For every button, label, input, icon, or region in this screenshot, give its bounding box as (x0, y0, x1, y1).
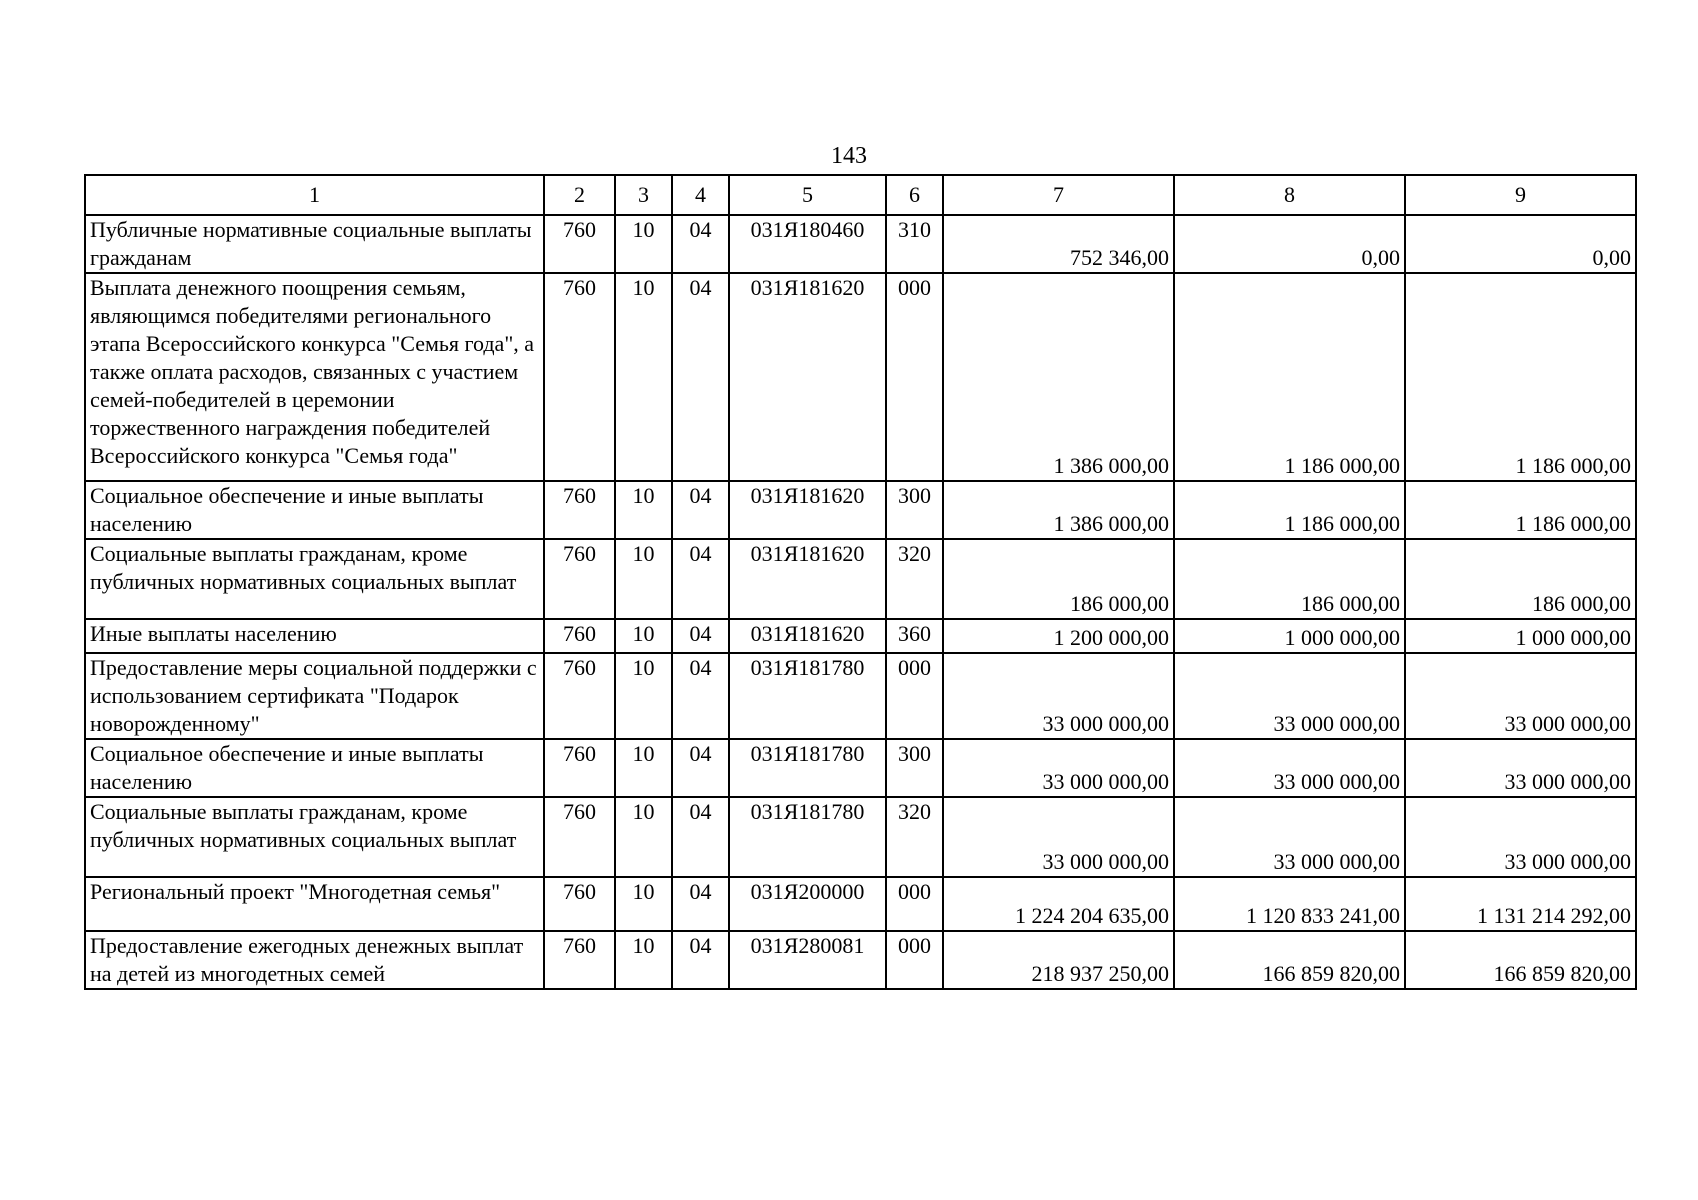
code-cell: 000 (886, 931, 943, 989)
amount-cell: 33 000 000,00 (943, 653, 1174, 739)
code-cell: 04 (672, 739, 729, 797)
header-row (85, 175, 1636, 215)
code-cell: 760 (544, 273, 615, 481)
code-cell: 360 (886, 619, 943, 653)
code-cell: 760 (544, 215, 615, 273)
amount-cell: 1 186 000,00 (1174, 481, 1405, 539)
code-cell: 760 (544, 931, 615, 989)
amount-cell: 33 000 000,00 (1174, 739, 1405, 797)
header-cell: 9 (1405, 175, 1636, 215)
amount-cell: 1 200 000,00 (943, 619, 1174, 653)
header-cell: 1 (85, 175, 544, 215)
amount-cell: 166 859 820,00 (1174, 931, 1405, 989)
amount-cell: 1 120 833 241,00 (1174, 877, 1405, 931)
row-name-cell: Социальные выплаты гражданам, кроме публичных нормативных социальных выплат (85, 539, 544, 619)
code-cell: 04 (672, 653, 729, 739)
code-cell: 10 (615, 739, 672, 797)
code-cell: 04 (672, 877, 729, 931)
code-cell: 031Я181620 (729, 481, 886, 539)
amount-cell: 166 859 820,00 (1405, 931, 1636, 989)
amount-cell: 752 346,00 (943, 215, 1174, 273)
row-name-cell: Выплата денежного поощрения семьям, являющимся победителями регионального этапа Всероссийского конкурса "Семья года", а также оплата расходов, связанных с участием семей-победителей в церемонии торжественного награждения победителей Всероссийского конкурса "Семья года" (85, 273, 544, 481)
amount-cell: 33 000 000,00 (1174, 653, 1405, 739)
code-cell: 760 (544, 797, 615, 877)
header-cell: 2 (544, 175, 615, 215)
code-cell: 760 (544, 653, 615, 739)
code-cell: 760 (544, 539, 615, 619)
amount-cell: 33 000 000,00 (943, 797, 1174, 877)
table-row (85, 481, 1636, 539)
header-cell: 7 (943, 175, 1174, 215)
code-cell: 031Я181780 (729, 797, 886, 877)
code-cell: 10 (615, 481, 672, 539)
table-row (85, 619, 1636, 653)
amount-cell: 33 000 000,00 (1405, 653, 1636, 739)
row-name-cell: Региональный проект "Многодетная семья" (85, 877, 544, 931)
row-name-cell: Социальные выплаты гражданам, кроме публичных нормативных социальных выплат (85, 797, 544, 877)
budget-table (84, 174, 1637, 990)
amount-cell: 1 224 204 635,00 (943, 877, 1174, 931)
row-name-cell: Предоставление ежегодных денежных выплат на детей из многодетных семей (85, 931, 544, 989)
amount-cell: 33 000 000,00 (1405, 739, 1636, 797)
code-cell: 031Я181620 (729, 539, 886, 619)
code-cell: 031Я181780 (729, 653, 886, 739)
code-cell: 760 (544, 877, 615, 931)
table-row (85, 797, 1636, 877)
amount-cell: 186 000,00 (943, 539, 1174, 619)
code-cell: 10 (615, 931, 672, 989)
code-cell: 10 (615, 797, 672, 877)
code-cell: 04 (672, 273, 729, 481)
header-cell: 4 (672, 175, 729, 215)
code-cell: 300 (886, 739, 943, 797)
code-cell: 000 (886, 273, 943, 481)
code-cell: 04 (672, 931, 729, 989)
code-cell: 760 (544, 739, 615, 797)
header-cell: 8 (1174, 175, 1405, 215)
row-name-cell: Предоставление меры социальной поддержки с использованием сертификата "Подарок новорожденному" (85, 653, 544, 739)
code-cell: 000 (886, 877, 943, 931)
code-cell: 04 (672, 797, 729, 877)
code-cell: 10 (615, 215, 672, 273)
table-row (85, 273, 1636, 481)
code-cell: 300 (886, 481, 943, 539)
code-cell: 310 (886, 215, 943, 273)
table-row (85, 739, 1636, 797)
amount-cell: 1 386 000,00 (943, 273, 1174, 481)
code-cell: 031Я181620 (729, 273, 886, 481)
code-cell: 04 (672, 539, 729, 619)
code-cell: 760 (544, 619, 615, 653)
code-cell: 000 (886, 653, 943, 739)
code-cell: 04 (672, 619, 729, 653)
amount-cell: 0,00 (1174, 215, 1405, 273)
amount-cell: 1 186 000,00 (1405, 273, 1636, 481)
amount-cell: 33 000 000,00 (1405, 797, 1636, 877)
row-name-cell: Иные выплаты населению (85, 619, 544, 653)
amount-cell: 218 937 250,00 (943, 931, 1174, 989)
amount-cell: 1 186 000,00 (1405, 481, 1636, 539)
code-cell: 031Я180460 (729, 215, 886, 273)
row-name-cell: Публичные нормативные социальные выплаты гражданам (85, 215, 544, 273)
header-cell: 6 (886, 175, 943, 215)
code-cell: 10 (615, 619, 672, 653)
header-cell: 3 (615, 175, 672, 215)
amount-cell: 0,00 (1405, 215, 1636, 273)
code-cell: 10 (615, 273, 672, 481)
header-cell: 5 (729, 175, 886, 215)
table-row (85, 653, 1636, 739)
amount-cell: 1 186 000,00 (1174, 273, 1405, 481)
amount-cell: 1 131 214 292,00 (1405, 877, 1636, 931)
table-row (85, 215, 1636, 273)
code-cell: 10 (615, 877, 672, 931)
amount-cell: 1 000 000,00 (1174, 619, 1405, 653)
code-cell: 031Я280081 (729, 931, 886, 989)
code-cell: 031Я200000 (729, 877, 886, 931)
amount-cell: 186 000,00 (1174, 539, 1405, 619)
amount-cell: 1 386 000,00 (943, 481, 1174, 539)
code-cell: 031Я181620 (729, 619, 886, 653)
code-cell: 04 (672, 481, 729, 539)
table-row (85, 539, 1636, 619)
amount-cell: 186 000,00 (1405, 539, 1636, 619)
code-cell: 10 (615, 539, 672, 619)
row-name-cell: Социальное обеспечение и иные выплаты населению (85, 739, 544, 797)
amount-cell: 1 000 000,00 (1405, 619, 1636, 653)
page-number: 143 (831, 143, 867, 169)
code-cell: 320 (886, 797, 943, 877)
amount-cell: 33 000 000,00 (943, 739, 1174, 797)
code-cell: 10 (615, 653, 672, 739)
code-cell: 04 (672, 215, 729, 273)
code-cell: 320 (886, 539, 943, 619)
table-body (85, 215, 1636, 989)
table-row (85, 877, 1636, 931)
code-cell: 031Я181780 (729, 739, 886, 797)
table-row (85, 931, 1636, 989)
code-cell: 760 (544, 481, 615, 539)
row-name-cell: Социальное обеспечение и иные выплаты населению (85, 481, 544, 539)
amount-cell: 33 000 000,00 (1174, 797, 1405, 877)
